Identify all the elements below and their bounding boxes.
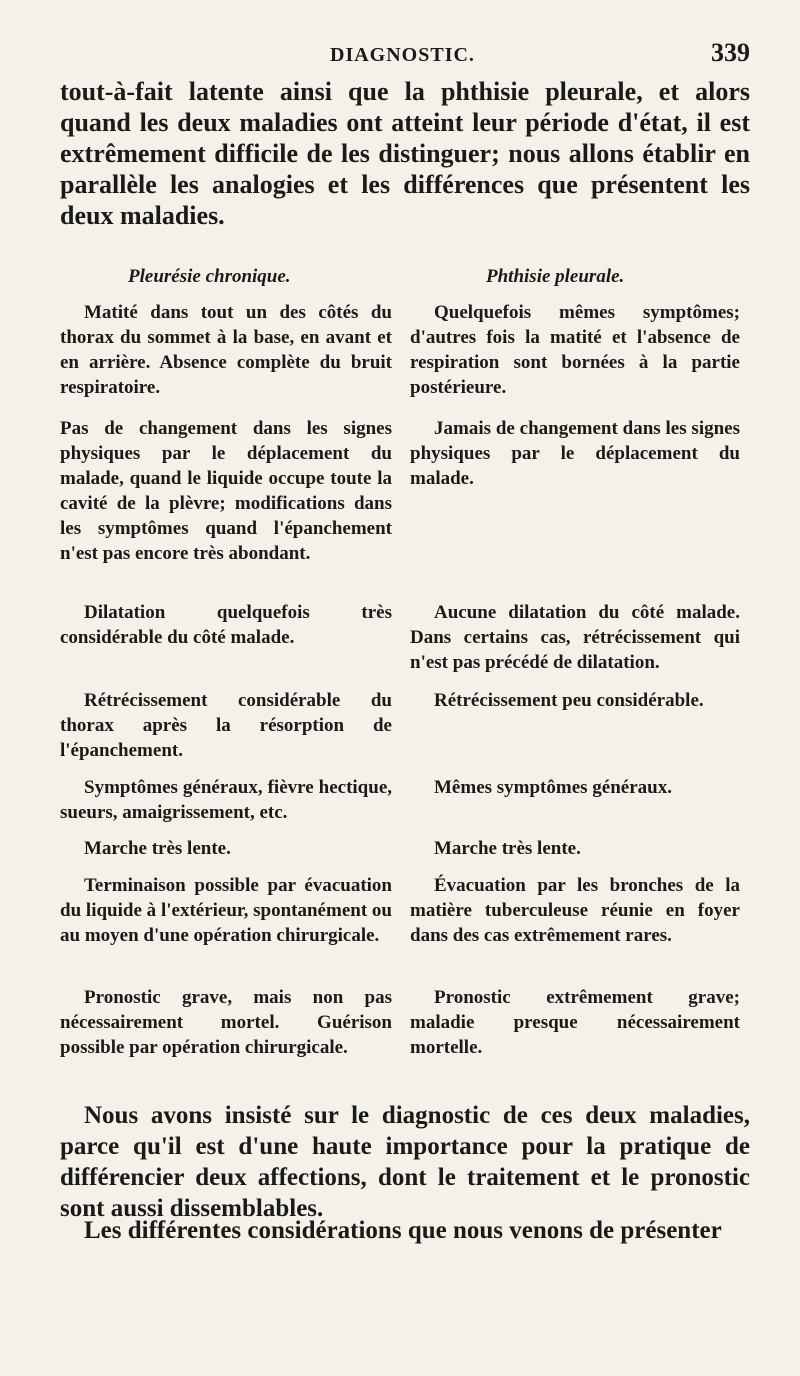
intro-paragraph: tout-à-fait latente ainsi que la phthisie pleurale, et alors quand les deux maladies ont atteint leur période d'état, il est extrêmement difficile de les distinguer; nous allons établir en parallèle les analogies et les différences que présentent les deux maladies. [60, 77, 750, 230]
comparison-right-cell: Marche très lente. [434, 838, 581, 859]
comparison-left-cell: Terminaison possible par évacuation du liquide à l'extérieur, spontanément ou au moyen d'une opération chirurgicale. [60, 875, 392, 946]
comparison-left-cell: Dilatation quelquefois très considérable du côté malade. [60, 602, 392, 648]
comparison-right-cell: Rétrécissement peu considérable. [434, 690, 704, 711]
page-number: 339 [711, 38, 750, 67]
column-heading-phthisie: Phthisie pleurale. [486, 266, 625, 287]
comparison-left-cell: Pas de changement dans les signes physiques par le déplacement du malade, quand le liquide occupe toute la cavité de la plèvre; modifications dans les symptômes quand l'épanchement n'est pas encore très abondant. [60, 418, 392, 564]
comparison-left-cell: Marche très lente. [84, 838, 231, 859]
comparison-left-cell: Matité dans tout un des côtés du thorax du sommet à la base, en avant et en arrière. Absence complète du bruit respiratoire. [60, 302, 392, 398]
comparison-right-cell: Évacuation par les bronches de la matière tuberculeuse réunie en foyer dans des cas extrêmement rares. [410, 875, 740, 946]
comparison-right-cell: Pronostic extrêmement grave; maladie presque nécessairement mortelle. [410, 987, 740, 1058]
comparison-right-cell: Mêmes symptômes généraux. [434, 777, 672, 798]
page-header [60, 38, 750, 74]
body-paragraph: Les différentes considérations que nous venons de présenter [84, 1217, 722, 1244]
comparison-left-cell: Rétrécissement considérable du thorax après la résorption de l'épanchement. [60, 690, 392, 761]
comparison-left-cell: Pronostic grave, mais non pas nécessairement mortel. Guérison possible par opération chirurgicale. [60, 987, 392, 1058]
comparison-left-cell: Symptômes généraux, fièvre hectique, sueurs, amaigrissement, etc. [60, 777, 392, 823]
comparison-right-cell: Jamais de changement dans les signes physiques par le déplacement du malade. [410, 418, 740, 489]
running-head: DIAGNOSTIC. [330, 44, 475, 66]
column-heading-pleuresie: Pleurésie chronique. [128, 266, 291, 287]
body-paragraph: Nous avons insisté sur le diagnostic de ces deux maladies, parce qu'il est d'une haute importance pour la pratique de différencier deux affections, dont le traitement et le pronostic sont aussi dissemblables. [60, 1102, 750, 1222]
comparison-right-cell: Quelquefois mêmes symptômes; d'autres fois la matité et l'absence de respiration sont bornées à la partie postérieure. [410, 302, 740, 398]
comparison-right-cell: Aucune dilatation du côté malade. Dans certains cas, rétrécissement qui n'est pas précédé de dilatation. [410, 602, 740, 673]
